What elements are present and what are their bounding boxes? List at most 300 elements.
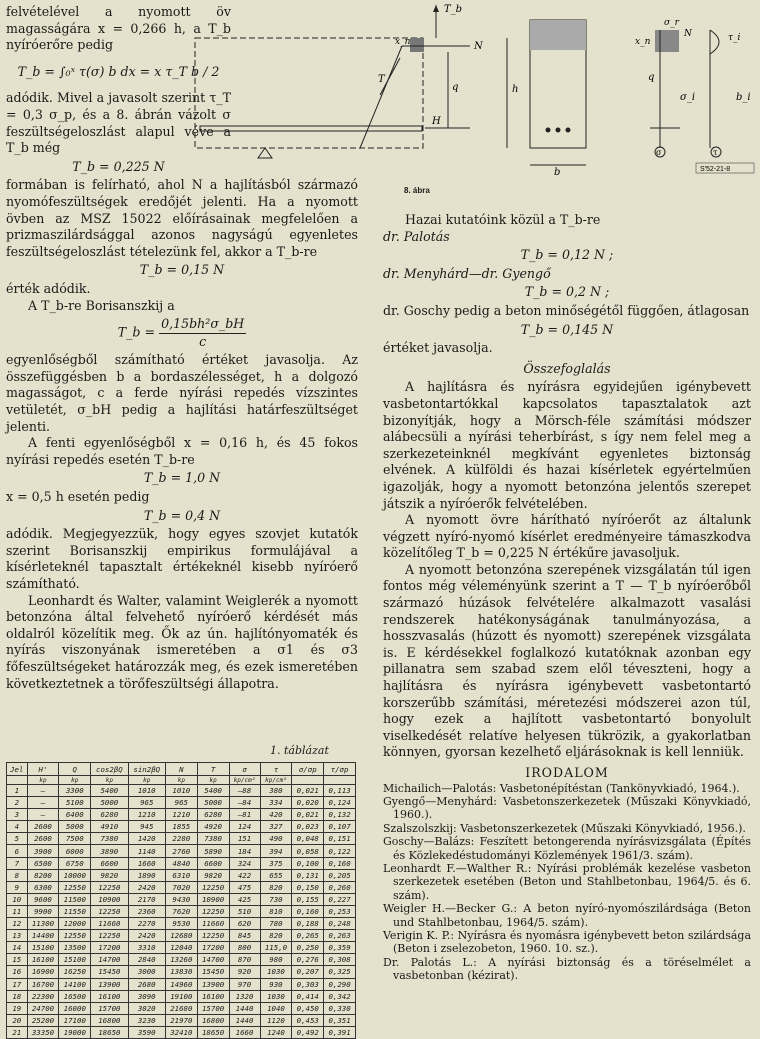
equation-tb-015: T_b = 0,15 N xyxy=(139,262,225,278)
table-cell: 1040 xyxy=(260,1002,292,1014)
table-cell: 5000 xyxy=(91,797,128,809)
table-cell: 12000 xyxy=(59,918,91,930)
table-cell: 12040 xyxy=(165,942,197,954)
table-cell: 115,0 xyxy=(260,942,292,954)
col-header: sin2βQ xyxy=(128,763,165,776)
table-cell: 0,132 xyxy=(324,809,356,821)
table-cell: 6400 xyxy=(59,809,91,821)
table-cell: 4840 xyxy=(165,857,197,869)
table-cell: 375 xyxy=(260,857,292,869)
table-row xyxy=(7,809,356,821)
table-cell: 21970 xyxy=(165,1014,197,1026)
table-cell: 18650 xyxy=(197,1026,229,1038)
table-units-row xyxy=(7,776,356,785)
unit-cell xyxy=(7,776,28,785)
table-cell: 184 xyxy=(229,845,260,857)
table-cell: 1320 xyxy=(229,990,260,1002)
table-row xyxy=(7,1026,356,1038)
table-row xyxy=(7,978,356,990)
table-cell: 0,151 xyxy=(324,833,356,845)
table-cell: 18 xyxy=(7,990,28,1002)
equation-borisanszkij xyxy=(6,316,358,350)
table-cell: 11660 xyxy=(197,918,229,930)
table-cell: 0,155 xyxy=(292,893,324,905)
table-cell: 13830 xyxy=(165,966,197,978)
table-cell: 1010 xyxy=(128,785,165,797)
col-header: T xyxy=(197,763,229,776)
summary-paragraph-3: A nyomott betonzóna szerepének vizsgálatán túl igen fontos még véleményünk szerint a T — T_b nyíróerőből származó húzások felvételére alkalmazott vasalási rendszerek hatékonyságának tanulmányozása, a hosszvasalás (húzott és nyomott) szerepének vizsgálata is. E kérdésekkel foglalkozó kutatóknak azonban egy pillanatra sem szabad szem elől téveszteni, hogy a hajlításra és nyírásra igénybevett vasbetontartó korszerűbb számítási, méretezési módszerei azon túl, hogy ezek a hajlított vasbetontartó bonyolult viselkedését relatíve helyesen tükrözik, a gyakorlatban könnyen, gyorsan kezelhető eljárásoknak is kell lenniük. xyxy=(383,561,751,760)
figure-8-diagram xyxy=(0,0,760,210)
table-cell: 0,131 xyxy=(292,869,324,881)
table-cell: 19100 xyxy=(165,990,197,1002)
left-paragraph-9: adódik. Megjegyezzük, hogy egyes szovjet kutatók szerint Borisanszkij empirikus formulájával a kísérleteknél tapasztalt értékeknél kisebb nyíróerő számítható. xyxy=(6,526,358,591)
table-cell: 920 xyxy=(229,966,260,978)
table-cell: — xyxy=(27,809,59,821)
table-cell: 13500 xyxy=(59,942,91,954)
table-cell: 14700 xyxy=(197,954,229,966)
left-paragraph-7: A fenti egyenlőségből x = 0,16 h, és 45 fokos nyírási repedés esetén T_b-re xyxy=(6,435,358,467)
crack-line xyxy=(360,46,402,148)
table-cell: 10000 xyxy=(59,869,91,881)
table-cell: 22300 xyxy=(27,990,59,1002)
table-cell: 0,290 xyxy=(324,978,356,990)
col-header: τ xyxy=(260,763,292,776)
table-cell: 0,113 xyxy=(324,785,356,797)
eq4-denominator: c xyxy=(199,333,207,349)
table-cell: 21680 xyxy=(165,1002,197,1014)
table-cell: 6300 xyxy=(27,881,59,893)
table-cell: 15 xyxy=(7,954,28,966)
table-cell: 324 xyxy=(229,857,260,869)
table-cell: 0,276 xyxy=(292,954,324,966)
right-column xyxy=(383,212,751,983)
table-cell: 0,325 xyxy=(324,966,356,978)
table-cell: — xyxy=(27,797,59,809)
col-header: H' xyxy=(27,763,59,776)
table-cell: 945 xyxy=(128,821,165,833)
unit-cell: kp/cm² xyxy=(229,776,260,785)
reference-item: Leonhardt F.—Walther R.: Nyírási problémák kezelése vasbeton szerkezetek esetében (Beton und Stahlbetonbau, 1964/5. és 6. szám). xyxy=(383,862,751,902)
reference-item: Weigler H.—Becker G.: A beton nyíró-nyomószilárdsága (Beton und Stahlbetonbau, 1964/5. szám). xyxy=(383,902,751,929)
table-row xyxy=(7,833,356,845)
label-q: q xyxy=(452,82,459,93)
label-tau-circle: τ xyxy=(713,148,718,157)
table-cell: 15100 xyxy=(27,942,59,954)
table-cell: 0,048 xyxy=(292,833,324,845)
table-header-row xyxy=(7,763,356,776)
table-cell: 3310 xyxy=(128,942,165,954)
table-cell: 1030 xyxy=(260,966,292,978)
table-row xyxy=(7,905,356,917)
table-cell: 0,160 xyxy=(292,905,324,917)
table-cell: 14400 xyxy=(27,930,59,942)
table-cell: 7620 xyxy=(165,905,197,917)
col-header: σ/σp xyxy=(292,763,324,776)
label-sigma-r: σ_r xyxy=(664,18,679,28)
table-cell: 3090 xyxy=(128,990,165,1002)
tau-curve xyxy=(710,30,719,54)
table-cell: 3230 xyxy=(128,1014,165,1026)
table-cell: 3 xyxy=(7,809,28,821)
table-cell: 1120 xyxy=(260,1014,292,1026)
unit-cell: kp xyxy=(59,776,91,785)
left-paragraph-2: adódik. Mivel a javasolt szerint τ_T = 0,3 σ_p, és a 8. ábrán vázolt σ feszültségeloszlást alapul véve a T_b még xyxy=(6,90,231,156)
table-cell: 0,207 xyxy=(292,966,324,978)
table-cell: 3000 xyxy=(128,966,165,978)
table-cell: 12550 xyxy=(59,930,91,942)
bar-2 xyxy=(556,128,561,133)
table-cell: 21 xyxy=(7,1026,28,1038)
table-cell: 2420 xyxy=(128,930,165,942)
bar-1 xyxy=(546,128,551,133)
table-cell: 1 xyxy=(7,785,28,797)
table-cell: 11 xyxy=(7,905,28,917)
table-cell: 1010 xyxy=(165,785,197,797)
table-cell: 4910 xyxy=(91,821,128,833)
eq4-lhs: T_b = xyxy=(117,324,156,340)
unit-cell: kp/cm² xyxy=(260,776,292,785)
table-cell: 15700 xyxy=(197,1002,229,1014)
table-cell: 12250 xyxy=(197,905,229,917)
table-cell: 1420 xyxy=(128,833,165,845)
tb-arrowhead xyxy=(433,5,439,12)
table-cell: —88 xyxy=(229,785,260,797)
label-h-force: H xyxy=(432,116,441,127)
table-cell: 0,227 xyxy=(324,893,356,905)
table-cell: 620 xyxy=(229,918,260,930)
label-b: b xyxy=(554,167,561,178)
table-cell: 420 xyxy=(260,809,292,821)
table-cell: 425 xyxy=(229,893,260,905)
table-cell: 394 xyxy=(260,845,292,857)
reference-item: Michailich—Palotás: Vasbetonépítéstan (Tankönyvkiadó, 1964.). xyxy=(383,781,740,795)
table-caption: 1. táblázat xyxy=(270,744,329,757)
table-cell: 9430 xyxy=(165,893,197,905)
table-cell: 7380 xyxy=(91,833,128,845)
label-t: T xyxy=(378,74,385,85)
table-cell: 0,122 xyxy=(324,845,356,857)
table-cell: 32410 xyxy=(165,1026,197,1038)
table-cell: 16100 xyxy=(197,990,229,1002)
table-body xyxy=(7,785,356,1039)
right-paragraph-1: Hazai kutatóink közül a T_b-re xyxy=(405,212,601,227)
right-paragraph-2: dr. Goschy pedig a beton minőségétől függően, átlagosan xyxy=(383,302,750,318)
table-cell: 0,492 xyxy=(292,1026,324,1038)
eq4-numerator: 0,15bh²σ_bH xyxy=(159,316,246,334)
table-cell: 1440 xyxy=(229,1014,260,1026)
table-cell: 6280 xyxy=(197,809,229,821)
bar-3 xyxy=(566,128,571,133)
table-cell: 0,359 xyxy=(324,942,356,954)
left-paragraph-4: érték adódik. xyxy=(6,280,91,296)
table-cell: 17200 xyxy=(197,942,229,954)
table-cell: 17200 xyxy=(91,942,128,954)
table-cell: 2420 xyxy=(128,881,165,893)
figure-caption: 8. ábra xyxy=(404,186,430,195)
table-cell: 10900 xyxy=(197,893,229,905)
table-cell: 9600 xyxy=(27,893,59,905)
col-header: σ xyxy=(229,763,260,776)
table-cell: 0,450 xyxy=(292,1002,324,1014)
table-cell: 12550 xyxy=(59,881,91,893)
left-paragraph-1: felvételével a nyomott öv magasságára x = 0,266 h, a T_b nyíróerőre pedig xyxy=(6,4,231,53)
table-row xyxy=(7,954,356,966)
table-cell: 12 xyxy=(7,918,28,930)
table-cell: 15450 xyxy=(197,966,229,978)
unit-cell: kp xyxy=(27,776,59,785)
table-cell: 3900 xyxy=(27,845,59,857)
table-cell: 12250 xyxy=(197,881,229,893)
table-cell: 810 xyxy=(260,905,292,917)
table-cell: 380 xyxy=(260,785,292,797)
equation-palotas: T_b = 0,12 N ; xyxy=(520,247,614,263)
table-cell: 0,021 xyxy=(292,809,324,821)
table-cell: 327 xyxy=(260,821,292,833)
author-palotas xyxy=(383,229,751,246)
table-cell: 18650 xyxy=(91,1026,128,1038)
table-cell: 1855 xyxy=(165,821,197,833)
table-cell: 0,150 xyxy=(292,881,324,893)
table-cell: 14 xyxy=(7,942,28,954)
table-cell: 0,351 xyxy=(324,1014,356,1026)
label-xn: x_n xyxy=(395,37,411,47)
table-cell: 5000 xyxy=(59,821,91,833)
table-cell: 0,058 xyxy=(292,845,324,857)
table-cell: 9 xyxy=(7,881,28,893)
unit-cell: kp xyxy=(128,776,165,785)
equation-goschy: T_b = 0,145 N xyxy=(520,321,614,337)
unit-cell: kp xyxy=(165,776,197,785)
table-row xyxy=(7,869,356,881)
table-cell: 0,160 xyxy=(324,857,356,869)
table-cell: 800 xyxy=(229,942,260,954)
table-cell: 0,248 xyxy=(324,918,356,930)
table-cell: 14960 xyxy=(165,978,197,990)
reference-item: Gyengő—Menyhárd: Vasbetonszerkezetek (Műszaki Könyvkiadó, 1960.). xyxy=(383,795,751,822)
label-xn-2: x_n xyxy=(635,37,651,47)
table-cell: 7 xyxy=(7,857,28,869)
table-cell: 19000 xyxy=(59,1026,91,1038)
table-cell: 0,303 xyxy=(292,978,324,990)
support-left xyxy=(258,148,272,158)
table-cell: 4920 xyxy=(197,821,229,833)
data-table xyxy=(6,762,356,1039)
table-cell: 1140 xyxy=(128,845,165,857)
table-cell: 0,453 xyxy=(292,1014,324,1026)
table-cell: 2760 xyxy=(165,845,197,857)
table-cell: 490 xyxy=(260,833,292,845)
table-cell: 3590 xyxy=(128,1026,165,1038)
table-row xyxy=(7,881,356,893)
table-cell: 13900 xyxy=(91,978,128,990)
table-cell: 422 xyxy=(229,869,260,881)
table-row xyxy=(7,966,356,978)
table-cell: 24700 xyxy=(27,1002,59,1014)
table-cell: 6280 xyxy=(91,809,128,821)
equation-tb-04: T_b = 0,4 N xyxy=(143,507,221,523)
table-cell: 0,263 xyxy=(324,930,356,942)
table-cell: 9820 xyxy=(91,869,128,881)
table-cell: 12250 xyxy=(197,930,229,942)
table-cell: 6600 xyxy=(91,857,128,869)
table-cell: 9900 xyxy=(27,905,59,917)
table-cell: 7500 xyxy=(59,833,91,845)
table-cell: 1030 xyxy=(260,990,292,1002)
table-cell: 475 xyxy=(229,881,260,893)
label-sigma-i: σ_i xyxy=(680,92,696,103)
table-cell: 5890 xyxy=(197,845,229,857)
author-menyhard xyxy=(383,266,751,283)
table-cell: 2280 xyxy=(165,833,197,845)
table-cell: 1240 xyxy=(260,1026,292,1038)
summary-paragraph-1: A hajlításra és nyírásra egyidejűen igénybevett vasbetontartókkal kapcsolatos tapasztalatok azt bizonyítják, hogy a Mörsch-féle számítási módszer alábecsüli a nyírási teherbírást, s így nem felel meg a szerkezeteinknél megkívánt egyenletes biztonság elvének. A külföldi és hazai kísérletek egyértelműen igazolják, hogy a nyomott betonzóna jelentős szerepet játszik a nyíróerők felvételében. xyxy=(383,379,751,511)
table-cell: 0,391 xyxy=(324,1026,356,1038)
table-cell: 0,021 xyxy=(292,785,324,797)
table-row xyxy=(7,930,356,942)
table-row xyxy=(7,1014,356,1026)
table-cell: 25200 xyxy=(27,1014,59,1026)
table-row xyxy=(7,893,356,905)
table-cell: 12250 xyxy=(91,905,128,917)
table-cell: 845 xyxy=(229,930,260,942)
unit-cell xyxy=(324,776,356,785)
table-cell: 6 xyxy=(7,845,28,857)
table-cell: 19 xyxy=(7,1002,28,1014)
table-cell: —81 xyxy=(229,809,260,821)
table-cell: 0,107 xyxy=(324,821,356,833)
table-cell: 980 xyxy=(260,954,292,966)
table-cell: 16800 xyxy=(197,1014,229,1026)
table-cell: 12250 xyxy=(91,930,128,942)
table-cell: 870 xyxy=(229,954,260,966)
table-cell: 1210 xyxy=(165,809,197,821)
table-row xyxy=(7,821,356,833)
table-cell: 0,188 xyxy=(292,918,324,930)
equation-integral: T_b = ∫₀ˣ τ(σ) b dx = x τ_T b / 2 xyxy=(17,63,220,79)
label-b-i: b_i xyxy=(736,92,751,103)
table-cell: 0,250 xyxy=(292,942,324,954)
table-cell: 0,020 xyxy=(292,797,324,809)
table-cell: 5 xyxy=(7,833,28,845)
table-cell: 6000 xyxy=(59,845,91,857)
table-cell: 8 xyxy=(7,869,28,881)
table-cell: 5400 xyxy=(197,785,229,797)
references-heading: IRODALOM xyxy=(525,765,609,780)
table-cell: 12250 xyxy=(91,881,128,893)
label-stamp: S'52-21-8 xyxy=(700,166,731,173)
left-paragraph-6: egyenlőségből számítható értéket javasolja. Az összefüggésben b a bordaszélességet, h a dolgozó magasságot, c a ferde nyírási repedés vízszintes vetületét, σ_bH pedig a hajlítási határfeszültséget jelenti. xyxy=(6,352,358,434)
table-cell: 965 xyxy=(128,797,165,809)
reference-item: Dr. Palotás L.: A nyírási biztonság és a töréselmélet a vasbetonban (kézirat). xyxy=(383,955,751,983)
table-cell: 2840 xyxy=(128,954,165,966)
cross-section-hatch xyxy=(530,20,586,50)
table-cell: 16800 xyxy=(91,1014,128,1026)
col-header: Jel xyxy=(7,763,28,776)
table-row xyxy=(7,1002,356,1014)
table-cell: 15100 xyxy=(59,954,91,966)
table-cell: 1440 xyxy=(229,1002,260,1014)
label-tau-i: τ_i xyxy=(728,33,741,43)
sigma-diagram xyxy=(655,30,679,52)
table-cell: 9530 xyxy=(165,918,197,930)
table-cell: 16900 xyxy=(27,966,59,978)
table-cell: 8200 xyxy=(27,869,59,881)
reference-item: Goschy—Balázs: Feszített betongerenda nyírásvizsgálata (Építés és Közlekedéstudományi Közlemények 1961/3. szám). xyxy=(383,835,751,862)
table-cell: 4 xyxy=(7,821,28,833)
table-cell: 14700 xyxy=(91,954,128,966)
col-header: Q xyxy=(59,763,91,776)
table-cell: 2270 xyxy=(128,918,165,930)
table-cell: 124 xyxy=(229,821,260,833)
table-cell: 730 xyxy=(260,893,292,905)
table-cell: 14100 xyxy=(59,978,91,990)
table-cell: 5000 xyxy=(197,797,229,809)
table-cell: 2360 xyxy=(128,905,165,917)
right-paragraph-3: értéket javasolja. xyxy=(383,340,493,356)
author-palotas-name: dr. Palotás xyxy=(383,228,450,244)
section-heading-summary: Összefoglalás xyxy=(523,360,611,376)
left-paragraph-3: formában is felírható, ahol N a hajlításból származó nyomófeszültségek eredőjét jelenti. Ha a nyomott övben az MSZ 15022 előírásainak megfelelően a prizmaszilárdsággal azonos nagyságú egyenletes feszültségeloszlást tételezünk fel, akkor a T_b-re xyxy=(6,177,358,259)
unit-cell: kp xyxy=(91,776,128,785)
table-cell: 0,308 xyxy=(324,954,356,966)
table-cell: 6310 xyxy=(165,869,197,881)
label-h: h xyxy=(512,84,519,95)
table-cell: 0,414 xyxy=(292,990,324,1002)
table-cell: 33350 xyxy=(27,1026,59,1038)
reference-item: Verigin K. P.: Nyírásra és nyomásra igénybevett beton szilárdsága (Beton i zselezobeton, 1960. 10. sz.). xyxy=(383,929,751,956)
table-cell: 13900 xyxy=(197,978,229,990)
table-cell: 1890 xyxy=(128,869,165,881)
equation-tb-0225: T_b = 0,225 N xyxy=(72,158,165,174)
table-cell: 930 xyxy=(260,978,292,990)
table-cell: 3300 xyxy=(59,785,91,797)
table-cell: 1660 xyxy=(128,857,165,869)
author-menyhard-name: dr. Menyhárd—dr. Gyengő xyxy=(383,265,551,281)
table-cell: 0,100 xyxy=(292,857,324,869)
table-row xyxy=(7,785,356,797)
table-cell: 970 xyxy=(229,978,260,990)
table-cell: 0,330 xyxy=(324,1002,356,1014)
table-row xyxy=(7,990,356,1002)
label-sigma-circle: σ xyxy=(656,148,662,157)
table-row xyxy=(7,857,356,869)
compression-zone-hatch xyxy=(410,38,424,52)
table-cell: 2170 xyxy=(128,893,165,905)
table-cell: 965 xyxy=(165,797,197,809)
table-cell: 6750 xyxy=(59,857,91,869)
table-cell: 16100 xyxy=(27,954,59,966)
table-cell: 0,265 xyxy=(292,930,324,942)
table-cell: 11660 xyxy=(91,918,128,930)
table-cell: 0,205 xyxy=(324,869,356,881)
table-cell: — xyxy=(27,785,59,797)
table-cell: 6500 xyxy=(27,857,59,869)
table-cell: 7380 xyxy=(197,833,229,845)
table-row xyxy=(7,942,356,954)
table-cell: 5100 xyxy=(59,797,91,809)
table-cell: 3020 xyxy=(128,1002,165,1014)
eq4-fraction xyxy=(159,316,246,350)
table-row xyxy=(7,845,356,857)
equation-menyhard: T_b = 0,2 N ; xyxy=(524,284,610,300)
table-cell: 0,023 xyxy=(292,821,324,833)
table-cell: 820 xyxy=(260,930,292,942)
table-cell: 0,253 xyxy=(324,905,356,917)
table-cell: 11500 xyxy=(59,893,91,905)
table-cell: 2680 xyxy=(128,978,165,990)
table-cell: 17100 xyxy=(59,1014,91,1026)
table-cell: 12680 xyxy=(165,930,197,942)
